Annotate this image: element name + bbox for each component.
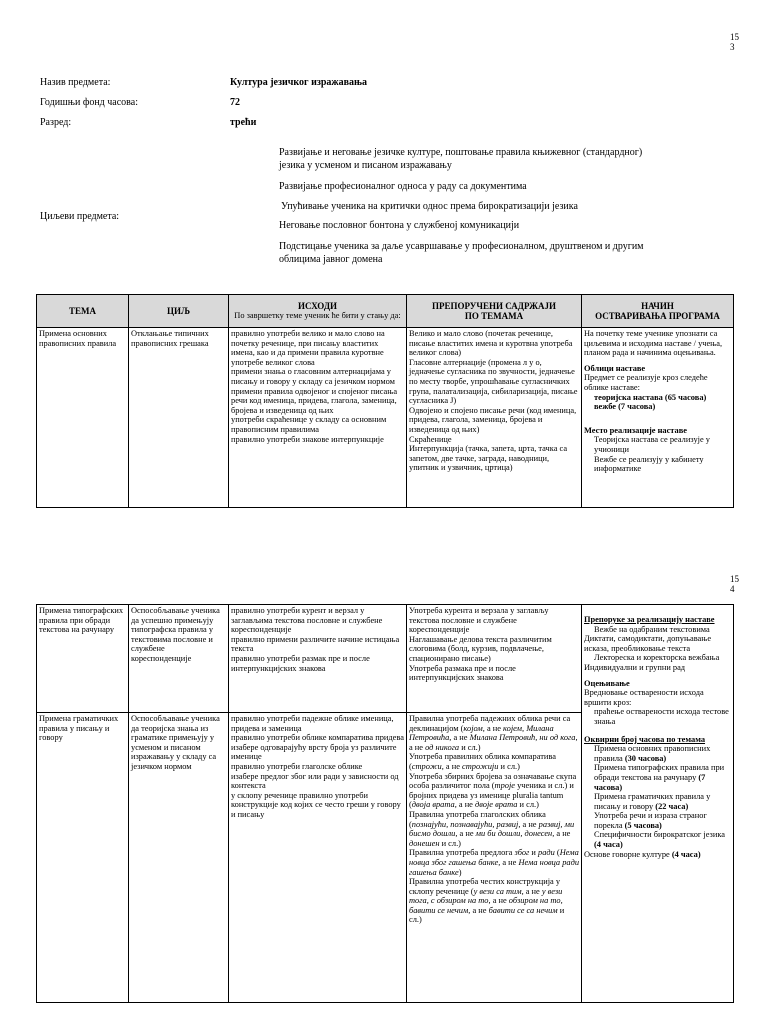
fond-item-1-text: Примена основних правописних правила xyxy=(594,744,711,763)
nacin-oblici-vezbe: вежбе (7 часова) xyxy=(594,402,656,412)
s5h: Нема новца ради гашења банке xyxy=(409,857,580,877)
preporuka-3: Лектореска и коректорска вежбања xyxy=(594,653,720,663)
goal-2: Развијање професионалног односа у раду са документима xyxy=(279,181,527,192)
row2-ishod-2: правилно примени различите начине истицања текста xyxy=(231,634,400,654)
s4g: , а не xyxy=(552,829,571,839)
header-ishodi-sub: По завршетку теме ученик ће бити у стању да: xyxy=(234,311,401,320)
row2-ishod-3: правилно употреби размак пре и после интерпункцијских знакова xyxy=(231,653,370,673)
header-tema: ТЕМА xyxy=(37,295,129,328)
s5b: због xyxy=(514,848,530,858)
page-number-top xyxy=(730,32,739,52)
s3b: троје xyxy=(494,781,516,791)
page-number-bottom xyxy=(730,574,739,594)
s3a: Употреба збирних бројева за означавање скупа особа различитог пола ( xyxy=(409,771,577,791)
s1i: и сл.) xyxy=(459,742,481,752)
header-sadrzaji-1: ПРЕПОРУЧЕНИ САДРЖАЈИ xyxy=(431,301,557,311)
header-ishodi-title: ИСХОДИ xyxy=(297,301,338,311)
s4i: и сл.) xyxy=(439,838,461,848)
fond-item-6-hours: (4 часа) xyxy=(671,849,701,859)
s5a: Правилна употреба предлога xyxy=(409,848,515,858)
row1-sadrzaj-5: Интерпункција (тачка, запета, црта, тачка са запетом, две тачке, заграда, наводници, упитник и узвичник, цртица) xyxy=(409,444,568,473)
row2-cilj: Оспособљавање ученика да успешно примењују типографска правила у текстовима пословне и службене кореспонденције xyxy=(129,605,229,713)
row2-sadrzaj-3: Употреба размака пре и после интерпункцијских знакова xyxy=(409,663,516,683)
s1c: , а не xyxy=(482,723,504,733)
nacin-mesto-1: Теоријска настава се реализује у учионици xyxy=(594,435,710,454)
row2-tema: Примена типографских правила при обради текстова на рачунару xyxy=(37,605,129,713)
row3-sadrzaj-4 xyxy=(409,810,579,848)
fond-item-1-hours: (30 часова) xyxy=(624,753,667,763)
nacin-intro: На почетку теме ученике упознати са циљевима и исходима наставе / учења, планом рада и начинима оцењивања. xyxy=(584,329,723,358)
s6a: Правилна употреба честих конструкција у склопу реченице ( xyxy=(409,877,561,896)
row3-sadrzaj-6 xyxy=(409,877,579,925)
ocenjivanje-text: Вредновање остварености исхода вршити кроз: xyxy=(584,688,704,707)
row1-nacin xyxy=(582,328,734,508)
ocenjivanje-title: Оцењивање xyxy=(584,678,630,688)
s1h: од никога xyxy=(425,742,460,752)
hours-value: 72 xyxy=(230,97,240,108)
row3-sadrzaj-3 xyxy=(409,772,579,810)
row1-ishod-5: правилно употреби знакове интерпункције xyxy=(231,434,384,444)
header-sadrzaji-2: ПО ТЕМАМА xyxy=(464,311,524,321)
s4c: , а не xyxy=(518,819,539,829)
preporuke-title: Препоруке за реализацију наставе xyxy=(584,615,715,624)
s5i: ) xyxy=(458,867,462,877)
header-sadrzaji xyxy=(407,295,582,328)
s1b: којом xyxy=(463,723,483,733)
preporuka-2: Диктати, самодиктати, допуњавање исказа, преобликовање текста xyxy=(584,634,712,653)
page2-number-b: 4 xyxy=(730,584,735,594)
s6h: бавити се са нечим xyxy=(488,905,558,915)
preporuka-1: Вежбе на одабраним текстовима xyxy=(594,624,710,634)
fond-item-1 xyxy=(584,744,731,763)
fond-item-3-hours: (22 часа) xyxy=(655,801,689,811)
s3e: , а не xyxy=(454,800,475,810)
row2-sadrzaji xyxy=(407,605,582,713)
row3-ishod-3: изабере одговарајућу врсту броја уз различите именице xyxy=(231,742,397,762)
row1-ishod-4: употреби скраћенице у складу са основним правописним правилима xyxy=(231,415,387,434)
row1-sadrzaj-2: Гласовне алтернације (промена л у о, једначење сугласника по звучности, једначење по месту творбе, упрошћавање сугласничких група, палатализација, сибиларизација, писање сугласника Ј) xyxy=(409,357,578,406)
s6d: у вези тога, с обзиром на то xyxy=(409,886,563,906)
s3d: двоја врата xyxy=(411,800,455,810)
curriculum-table-2 xyxy=(36,604,734,1003)
fond-item-2-hours: (7 часова) xyxy=(594,772,706,792)
goal-4: Неговање пословног бонтона у службеној комуникацији xyxy=(279,220,520,231)
s1e: , а не xyxy=(449,733,470,743)
nacin-oblici-title: Облици наставе xyxy=(584,363,646,373)
page-number-b: 3 xyxy=(730,42,735,52)
s1a: Правилна употреба падежних облика речи са деклинацијом ( xyxy=(409,714,571,733)
page-number-a: 15 xyxy=(730,32,739,42)
s4d: развиј, ми бисмо дошли xyxy=(409,819,575,839)
goal-5: Подстицање ученика за даље усавршавање у професионалном, друштвеном и другим облицима јавног домена xyxy=(279,241,644,265)
fond-item-5 xyxy=(584,830,731,849)
subject-value: Култура језичког изражавања xyxy=(230,77,368,88)
s6b: у вези са тим xyxy=(473,886,522,896)
row1-ishodi xyxy=(229,328,407,508)
fond-item-3-text: Примена граматичких правила у писању и говору xyxy=(594,792,711,811)
row3-ishod-2: правилно употреби облике компаратива придева xyxy=(231,733,404,743)
row2-nacin xyxy=(582,605,734,1003)
s5d: ради xyxy=(538,848,555,858)
goal-3: Упућивање ученика на критички однос према бирократизацији језика xyxy=(281,201,578,212)
fond-item-4-text: Употреба речи и израза страног порекла xyxy=(594,811,707,830)
s4a: Правилна употреба глаголских облика ( xyxy=(409,809,546,829)
preporuka-4: Индивидуални и групни рад xyxy=(584,662,686,672)
page2-number-a: 15 xyxy=(730,574,739,584)
s6e: , а не xyxy=(488,896,509,906)
row3-sadrzaj-2 xyxy=(409,752,579,771)
header-nacin-1: НАЧИН xyxy=(641,301,674,311)
s4b: познајући, познавајући, развиј xyxy=(411,819,519,829)
row1-sadrzaj-3: Одвојено и спојено писање речи (код именица, придева, глагола, заменица, бројева и изведеница од њих) xyxy=(409,405,577,434)
row3-tema: Примена граматичких правила у писању и говору xyxy=(37,713,129,1003)
s4h: донешен xyxy=(409,838,440,848)
row1-tema: Примена основних правописних правила xyxy=(37,328,129,508)
row2-sadrzaj-2: Наглашавање делова текста различитим слоговима (болд, курзив, подвлачење, спационирано писање) xyxy=(409,634,552,663)
fond-item-4 xyxy=(584,811,731,830)
s3c: ученика и сл.) и бројних придева уз именице pluralia tantum ( xyxy=(409,781,574,810)
s2b: строжи xyxy=(411,761,442,771)
nacin-mesto-2: Вежбе се реализују у кабинету информатике xyxy=(594,454,704,474)
ocenjivanje-item-1: праћење остварености исхода тестове знања xyxy=(594,707,729,726)
row3-ishod-1: правилно употреби падежне облике именица, придева и заменица xyxy=(231,714,394,733)
s1f: Милана Петровић, ни од кога xyxy=(469,733,576,743)
s3g: и сл.) xyxy=(517,800,539,810)
row3-sadrzaji xyxy=(407,713,582,1003)
s6g: , а не xyxy=(468,905,489,915)
grade-label: Разред: xyxy=(40,117,72,128)
row1-sadrzaj-4: Скраћенице xyxy=(409,434,452,444)
row1-ishod-1: правилно употреби велико и мало слово на почетку реченице, при писању властитих имена, као и да примени правила куротвне употребе великог слова xyxy=(231,329,385,367)
nacin-oblici-teorija: теоријска настава (65 часова) xyxy=(594,392,707,402)
s3f: двоје врата xyxy=(475,800,518,810)
fond-item-5-hours: (4 часа) xyxy=(594,840,623,850)
subject-label: Назив предмета: xyxy=(40,77,111,88)
row1-cilj: Отклањање типичних правописних грешака xyxy=(129,328,229,508)
header-cilj: ЦИЉ xyxy=(129,295,229,328)
fond-item-6-text: Основе говорне културе xyxy=(584,849,670,859)
grade-value: трећи xyxy=(230,117,257,128)
s2d: строжији xyxy=(462,761,499,771)
s2c: , а не xyxy=(441,761,463,771)
s5g: , а не xyxy=(498,857,519,867)
s6c: , а не xyxy=(521,886,542,896)
fond-item-6 xyxy=(584,850,731,860)
fond-item-2 xyxy=(584,763,731,792)
s2a: Употреба правилних облика компаратива ( xyxy=(409,752,556,771)
s6f: обзиром на то, бавити се нечим xyxy=(409,896,563,915)
row3-cilj: Оспособљавање ученика да теоријска знања из граматике примењују у усменом и писаном изражавању у складу са језичком нормом xyxy=(129,713,229,1003)
goals-label: Циљеви предмета: xyxy=(40,211,120,222)
row1-sadrzaj-1: Велико и мало слово (почетак реченице, писање властитих имена и куротвна употреба великог слова) xyxy=(409,329,573,358)
row2-ishodi xyxy=(229,605,407,713)
nacin-oblici-text: Предмет се реализује кроз следеће облике наставе: xyxy=(584,373,708,392)
row3-sadrzaj-5 xyxy=(409,848,579,877)
s4e: , а не xyxy=(455,829,476,839)
row1-ishod-3: примени правила одвојеног и спојеног писања речи код именица, придева, глагола, заменица, бројева и изведеница од њих xyxy=(231,386,398,415)
fond-item-5-text: Специфичности бирократског језика xyxy=(594,830,726,840)
header-nacin xyxy=(582,295,734,328)
row2-sadrzaj-1: Употреба курента и верзала у заглављу текстова пословне и службене кореспонденције xyxy=(409,606,549,635)
row3-sadrzaj-1 xyxy=(409,714,579,752)
row1-ishod-2: примени знања о гласовним алтернацијама у писању и говору у складу са језичком нормом xyxy=(231,367,395,386)
curriculum-table-1 xyxy=(36,294,734,508)
header-nacin-2: ОСТВАРИВАЊА ПРОГРАМА xyxy=(595,311,720,321)
fond-title: Оквирни број часова по темама xyxy=(584,734,706,744)
row1-sadrzaji xyxy=(407,328,582,508)
fond-item-4-hours: (5 часова) xyxy=(624,820,662,830)
nacin-mesto-title: Место реализације наставе xyxy=(584,425,687,435)
s2e: и сл.) xyxy=(498,761,520,771)
header-ishodi xyxy=(229,295,407,328)
row3-ishod-5: изабере предлог због или ради у зависности од контекста xyxy=(231,771,399,791)
s6i: и сл.) xyxy=(409,905,565,925)
s1d: којем, Милана Петровића xyxy=(409,723,554,743)
hours-label: Годишњи фонд часова: xyxy=(40,97,138,108)
row3-ishodi xyxy=(229,713,407,1003)
row2-ishod-1: правилно употреби курент и верзал у заглављима текстова пословне и службене кореспонденције xyxy=(231,606,383,635)
s5c: и xyxy=(529,848,538,858)
row3-ishod-4: правилно употреби глаголске облике xyxy=(231,761,363,771)
s1g: , а не xyxy=(409,733,578,752)
s4f: ми би дошли, донесен xyxy=(475,829,553,839)
fond-item-2-text: Примена типографских правила при обради текстова на рачунару xyxy=(594,763,725,782)
fond-item-3 xyxy=(584,792,731,811)
row3-ishod-6: у склопу реченице правилно употреби конструкције код којих се често греши у говору и писању xyxy=(231,790,401,819)
s5e: ( xyxy=(554,848,560,858)
s5f: Нема новца због гашења банке xyxy=(409,848,579,867)
goal-1: Развијање и неговање језичке културе, поштовање правила књижевног (стандардног) језика у усменом и писаном изражавању xyxy=(279,147,643,171)
